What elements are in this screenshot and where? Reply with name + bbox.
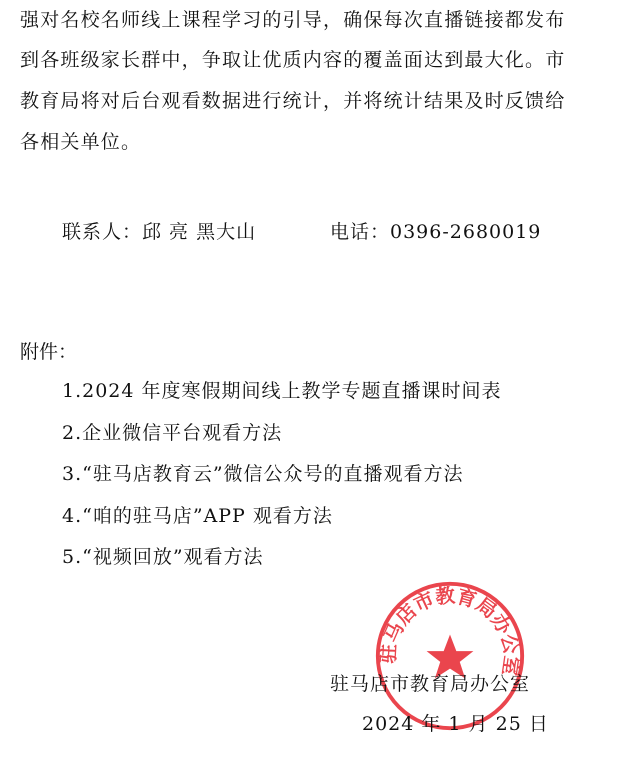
attachment-item-2: 2.企业微信平台观看方法	[62, 422, 283, 444]
contact-person: 联系人：邱 亮 黑大山	[62, 221, 257, 243]
attachment-item-4: 4.“咱的驻马店”APP 观看方法	[62, 505, 333, 527]
official-seal	[372, 578, 528, 734]
attachments-label: 附件：	[20, 341, 78, 363]
paragraph-line-3: 教育局将对后台观看数据进行统计，并将统计结果及时反馈给	[20, 90, 566, 112]
paragraph-line-2: 到各班级家长群中，争取让优质内容的覆盖面达到最大化。市	[20, 49, 566, 71]
paragraph-line-4: 各相关单位。	[20, 131, 142, 153]
signature-org: 驻马店市教育局办公室	[330, 673, 531, 695]
attachment-item-3: 3.“驻马店教育云”微信公众号的直播观看方法	[62, 463, 464, 485]
signature-date: 2024 年 1 月 25 日	[362, 713, 549, 735]
attachment-item-5: 5.“视频回放”观看方法	[62, 546, 264, 568]
attachment-item-1: 1.2024 年度寒假期间线上教学专题直播课时间表	[62, 380, 502, 402]
seal-text: 驻马店市教育局办公室	[376, 584, 524, 678]
contact-phone: 电话：0396-2680019	[330, 221, 542, 243]
paragraph-line-1: 强对名校名师线上课程学习的引导，确保每次直播链接都发布	[20, 9, 566, 31]
